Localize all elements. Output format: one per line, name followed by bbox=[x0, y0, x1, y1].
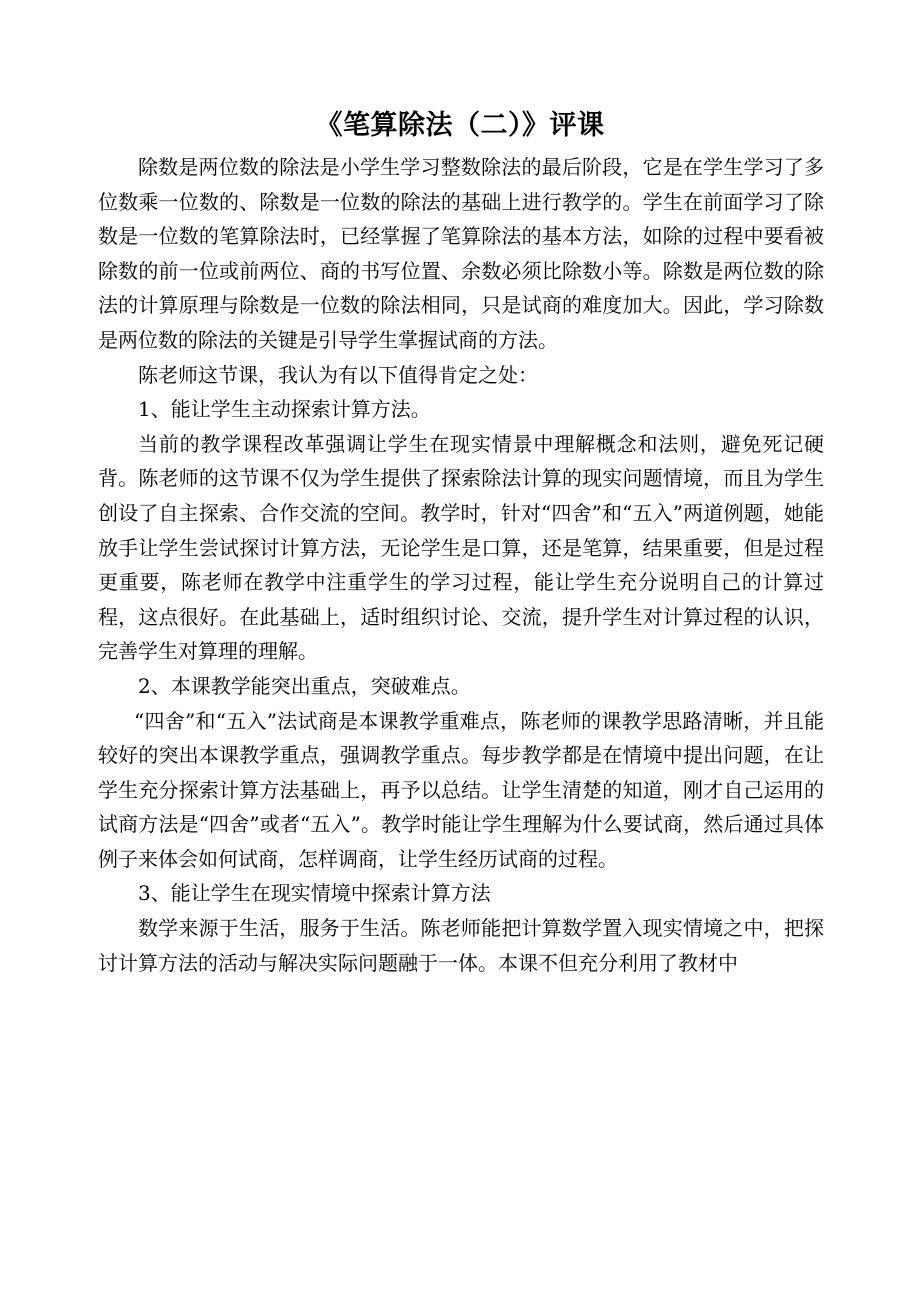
document-title: 《笔算除法（二）》评课 bbox=[315, 110, 605, 141]
document-body bbox=[98, 150, 824, 980]
paragraph-section-2: “四舍”和“五入”法试商是本课教学重难点，陈老师的课教学思路清晰，并且能较好的突出本课教学重点，强调教学重点。每步教学都是在情境中提出问题，在让学生充分探索计算方法基础上，再予以总结。让学生清楚的知道，刚才自己运用的试商方法是“四舍”或者“五入”。教学时能让学生理解为什么要试商，然后通过具体例子来体会如何试商，怎样调商，让学生经历试商的过程。 bbox=[98, 708, 824, 871]
section-heading-3: 3、能让学生在现实情境中探索计算方法 bbox=[138, 881, 491, 906]
section-heading-1: 1、能让学生主动探索计算方法。 bbox=[138, 397, 431, 422]
paragraph-intro: 除数是两位数的除法是小学生学习整数除法的最后阶段，它是在学生学习了多位数乘一位数的、除数是一位数的除法的基础上进行教学的。学生在前面学习了除数是一位数的笔算除法时，已经掌握了笔算除法的基本方法，如除的过程中要看被除数的前一位或前两位、商的书写位置、余数必须比除数小等。除数是两位数的除法的计算原理与除数是一位数的除法相同，只是试商的难度加大。因此，学习除数是两位数的除法的关键是引导学生掌握试商的方法。 bbox=[98, 155, 824, 352]
section-heading-2: 2、本课教学能突出重点，突破难点。 bbox=[138, 673, 471, 698]
paragraph-section-1: 当前的教学课程改革强调让学生在现实情景中理解概念和法则，避免死记硬背。陈老师的这节课不仅为学生提供了探索除法计算的现实问题情境，而且为学生创设了自主探索、合作交流的空间。教学时，针对“四舍”和“五入”两道例题，她能放手让学生尝试探讨计算方法，无论学生是口算，还是笔算，结果重要，但是过程更重要，陈老师在教学中注重学生的学习过程，能让学生充分说明自己的计算过程，这点很好。在此基础上，适时组织讨论、交流，提升学生对计算过程的认识，完善学生对算理的理解。 bbox=[98, 431, 824, 664]
paragraph-section-3: 数学来源于生活，服务于生活。陈老师能把计算数学置入现实情境之中，把探讨计算方法的活动与解决实际问题融于一体。本课不但充分利用了教材中 bbox=[98, 916, 824, 975]
paragraph-summary-lead: 陈老师这节课，我认为有以下值得肯定之处： bbox=[138, 362, 538, 387]
